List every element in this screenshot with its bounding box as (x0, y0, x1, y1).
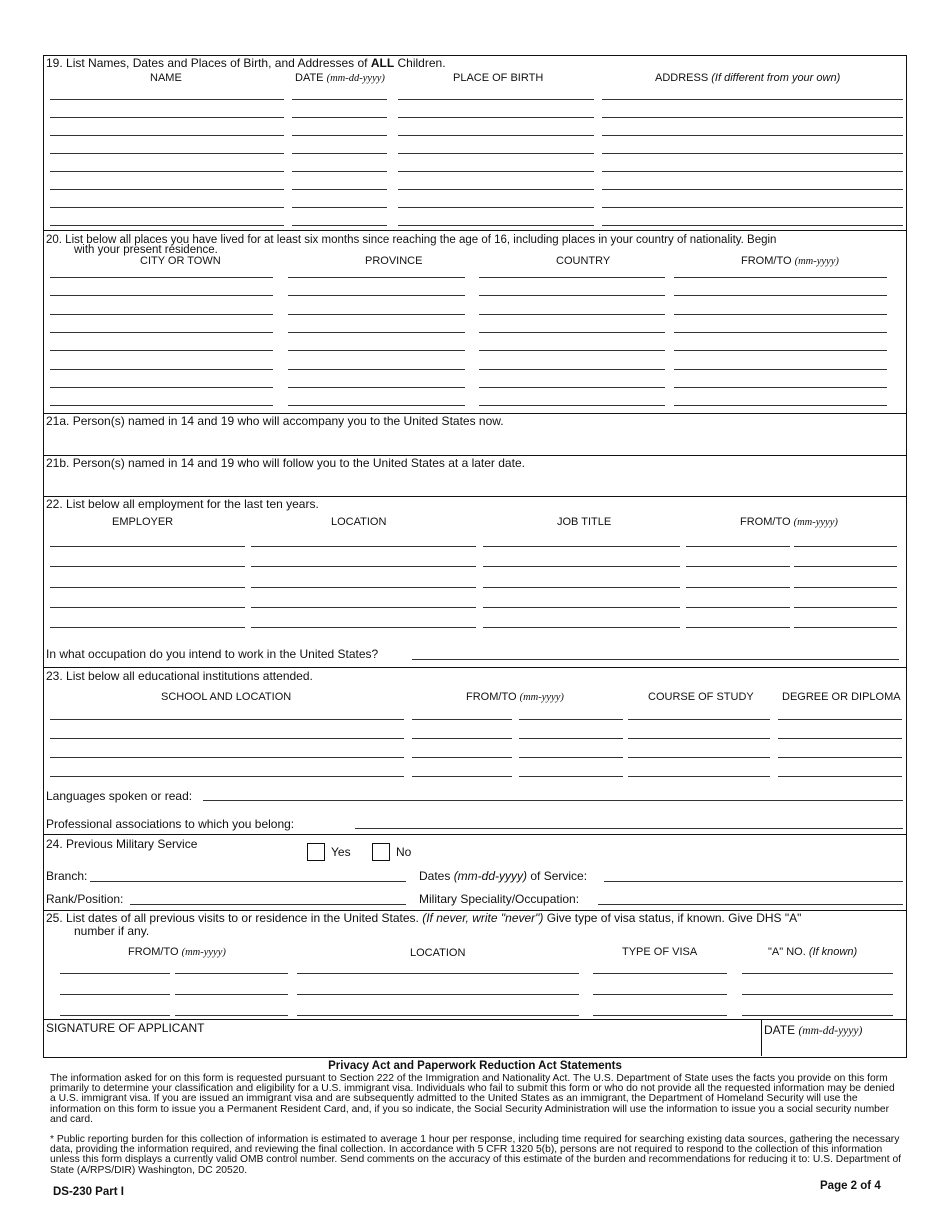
signature-label: SIGNATURE OF APPLICANT (46, 1021, 205, 1035)
q24-title: 24. Previous Military Service (46, 837, 198, 851)
q22-col-fromto: FROM/TO (mm-yyyy) (740, 516, 838, 528)
q19-entry-line[interactable] (602, 117, 903, 118)
q23-col-school: SCHOOL AND LOCATION (161, 691, 292, 703)
q23-entry-line[interactable] (628, 776, 770, 777)
q19-entry-line[interactable] (50, 225, 284, 226)
q25-entry-line[interactable] (297, 994, 579, 995)
q20-entry-line[interactable] (288, 314, 465, 315)
q20-title-line2: with your present residence. (74, 244, 218, 256)
q25-col-ano: "A" NO. (If known) (768, 946, 858, 958)
signature-date-divider (761, 1020, 762, 1056)
languages-input-line[interactable] (203, 800, 903, 801)
q20-entry-line[interactable] (288, 295, 465, 296)
privacy-paragraph (50, 1074, 902, 1125)
q19-entry-line[interactable] (50, 189, 284, 190)
q22-entry-line[interactable] (50, 546, 245, 547)
q20-entry-line[interactable] (674, 369, 887, 370)
q25-entry-line[interactable] (175, 973, 288, 974)
q19-entry-line[interactable] (50, 207, 284, 208)
q19-title: 19. List Names, Dates and Places of Birth, and Addresses of ALL Children. (46, 56, 446, 70)
divider (43, 1019, 907, 1020)
q23-entry-line[interactable] (778, 738, 902, 739)
q22-entry-line[interactable] (794, 546, 897, 547)
privacy-title: Privacy Act and Paperwork Reduction Act Statements (328, 1060, 622, 1072)
q23-entry-line[interactable] (778, 776, 902, 777)
q23-entry-line[interactable] (519, 757, 623, 758)
burden-paragraph (50, 1135, 902, 1176)
q20-entry-line[interactable] (479, 332, 665, 333)
privacy-para-1: The information asked for on this form is requested pursuant to Section 222 of the Immigration and Nationality Act. The U.S. Department of State uses the facts you provide on this form primarily to determine your classification and eligibility for a U.S. immigrant visa. Individuals who fail to submit this form or who do not provide all the requested information may be denied a U.S. immigrant visa. If you are issued an immigrant visa and are subsequently admitted to the United States as an immigrant, the Department of Homeland Security will use the information on this form to issue you a Permanent Resident Card, and, if you so indicate, the Social Security Administration will use the information to issue you a social security number and card. (50, 1073, 895, 1125)
q25-title-line2: number if any. (74, 924, 150, 938)
q25-entry-line[interactable] (742, 1015, 893, 1016)
occupation-label: In what occupation do you intend to work in the United States? (46, 647, 379, 661)
q20-entry-line[interactable] (674, 332, 887, 333)
q20-col-fromto: FROM/TO (mm-yyyy) (741, 255, 839, 267)
q22-entry-line[interactable] (686, 627, 790, 628)
branch-label: Branch: (46, 869, 88, 883)
q20-entry-line[interactable] (50, 387, 273, 388)
occupation-input-line[interactable] (412, 659, 899, 660)
q19-entry-line[interactable] (398, 207, 594, 208)
q22-entry-line[interactable] (686, 546, 790, 547)
languages-label: Languages spoken or read: (46, 789, 193, 803)
specialty-label: Military Speciality/Occupation: (419, 892, 580, 906)
signature-date-field[interactable] (764, 1038, 902, 1054)
q22-entry-line[interactable] (251, 587, 476, 588)
q23-entry-line[interactable] (628, 738, 770, 739)
dates-of-service-label: Dates (mm-dd-yyyy) of Service: (419, 869, 588, 883)
q19-entry-line[interactable] (50, 153, 284, 154)
q25-entry-line[interactable] (593, 973, 727, 974)
q22-entry-line[interactable] (251, 607, 476, 608)
q23-col-course: COURSE OF STUDY (648, 691, 754, 703)
q20-entry-line[interactable] (479, 350, 665, 351)
q22-entry-line[interactable] (50, 587, 245, 588)
q22-entry-line[interactable] (794, 566, 897, 567)
q25-entry-line[interactable] (60, 973, 170, 974)
divider (43, 667, 907, 668)
q20-entry-line[interactable] (674, 314, 887, 315)
q22-entry-line[interactable] (483, 566, 680, 567)
q23-entry-line[interactable] (628, 719, 770, 720)
q20-entry-line[interactable] (674, 295, 887, 296)
q23-entry-line[interactable] (519, 719, 623, 720)
rank-label: Rank/Position: (46, 892, 124, 906)
divider (43, 834, 907, 835)
associations-label: Professional associations to which you belong: (46, 817, 295, 831)
q19-col-date: DATE (mm-dd-yyyy) (295, 72, 385, 84)
q21a-title: 21a. Person(s) named in 14 and 19 who will accompany you to the United States now. (46, 414, 504, 428)
q25-entry-line[interactable] (60, 994, 170, 995)
q20-col-city: CITY OR TOWN (140, 255, 221, 267)
q22-entry-line[interactable] (686, 607, 790, 608)
q23-entry-line[interactable] (412, 738, 512, 739)
q25-title-line1: 25. List dates of all previous visits to or residence in the United States. (If never, write "never") Give type of visa status, if known. Give DHS "A" (46, 911, 802, 925)
q19-entry-line[interactable] (50, 135, 284, 136)
q23-entry-line[interactable] (412, 719, 512, 720)
q19-entry-line[interactable] (50, 117, 284, 118)
q23-entry-line[interactable] (50, 776, 404, 777)
signature-field[interactable] (46, 1034, 758, 1054)
q22-entry-line[interactable] (251, 566, 476, 567)
q25-entry-line[interactable] (175, 1015, 288, 1016)
q19-entry-line[interactable] (292, 171, 387, 172)
form-frame (43, 55, 907, 1058)
q23-entry-line[interactable] (50, 738, 404, 739)
q21b-title: 21b. Person(s) named in 14 and 19 who will follow you to the United States at a later date. (46, 456, 525, 470)
q20-entry-line[interactable] (288, 350, 465, 351)
q22-col-location: LOCATION (331, 516, 387, 528)
q23-entry-line[interactable] (519, 776, 623, 777)
q23-col-fromto: FROM/TO (mm-yyyy) (466, 691, 564, 703)
q20-entry-line[interactable] (479, 295, 665, 296)
q23-entry-line[interactable] (519, 738, 623, 739)
q20-entry-line[interactable] (288, 332, 465, 333)
q19-col-name: NAME (150, 72, 182, 84)
q19-entry-line[interactable] (292, 207, 387, 208)
q20-entry-line[interactable] (674, 405, 887, 406)
q22-entry-line[interactable] (251, 546, 476, 547)
q22-entry-line[interactable] (251, 627, 476, 628)
q20-entry-line[interactable] (288, 405, 465, 406)
q19-entry-line[interactable] (398, 99, 594, 100)
q20-entry-line[interactable] (50, 369, 273, 370)
q20-entry-line[interactable] (288, 277, 465, 278)
no-checkbox[interactable] (372, 843, 390, 861)
q22-entry-line[interactable] (794, 627, 897, 628)
q25-entry-line[interactable] (742, 973, 893, 974)
branch-input-line[interactable] (90, 881, 406, 882)
form-id: DS-230 Part I (53, 1186, 124, 1198)
q25-entry-line[interactable] (297, 1015, 579, 1016)
q22-entry-line[interactable] (483, 587, 680, 588)
q19-entry-line[interactable] (398, 135, 594, 136)
q22-entry-line[interactable] (483, 627, 680, 628)
q25-col-fromto: FROM/TO (mm-yyyy) (128, 946, 226, 958)
no-label: No (396, 845, 412, 859)
q19-entry-line[interactable] (398, 225, 594, 226)
q23-entry-line[interactable] (50, 719, 404, 720)
q25-entry-line[interactable] (593, 1015, 727, 1016)
q23-entry-line[interactable] (412, 776, 512, 777)
rank-input-line[interactable] (130, 904, 406, 905)
signature-date-label: DATE (mm-dd-yyyy) (764, 1023, 863, 1037)
q20-entry-line[interactable] (674, 277, 887, 278)
q23-entry-line[interactable] (412, 757, 512, 758)
q19-entry-line[interactable] (292, 225, 387, 226)
q22-entry-line[interactable] (50, 607, 245, 608)
q20-entry-line[interactable] (479, 369, 665, 370)
q22-entry-line[interactable] (794, 607, 897, 608)
q23-col-degree: DEGREE OR DIPLOMA (782, 691, 901, 703)
q19-entry-line[interactable] (398, 171, 594, 172)
q19-entry-line[interactable] (398, 189, 594, 190)
q22-entry-line[interactable] (686, 566, 790, 567)
q22-col-jobtitle: JOB TITLE (557, 516, 612, 528)
q19-entry-line[interactable] (398, 117, 594, 118)
q19-entry-line[interactable] (50, 171, 284, 172)
divider (43, 230, 907, 231)
q22-entry-line[interactable] (483, 607, 680, 608)
q19-entry-line[interactable] (602, 135, 903, 136)
q20-entry-line[interactable] (50, 405, 273, 406)
q20-entry-line[interactable] (50, 314, 273, 315)
q19-entry-line[interactable] (292, 99, 387, 100)
q20-title-line1: 20. List below all places you have lived for at least six months since reaching the age of 16, including places in your country of nationality. Begin (46, 234, 777, 246)
q19-entry-line[interactable] (292, 135, 387, 136)
q23-title: 23. List below all educational institutions attended. (46, 669, 313, 683)
q19-entry-line[interactable] (292, 153, 387, 154)
q23-entry-line[interactable] (628, 757, 770, 758)
q20-entry-line[interactable] (479, 387, 665, 388)
page-number: Page 2 of 4 (820, 1180, 881, 1192)
q19-entry-line[interactable] (602, 99, 903, 100)
dates-of-service-input-line[interactable] (604, 881, 903, 882)
q25-entry-line[interactable] (593, 994, 727, 995)
q20-entry-line[interactable] (50, 332, 273, 333)
q22-entry-line[interactable] (686, 587, 790, 588)
q20-entry-line[interactable] (50, 350, 273, 351)
q19-entry-line[interactable] (398, 153, 594, 154)
q25-entry-line[interactable] (175, 994, 288, 995)
q25-col-visa: TYPE OF VISA (622, 946, 698, 958)
q25-entry-line[interactable] (60, 1015, 170, 1016)
q22-entry-line[interactable] (794, 587, 897, 588)
privacy-para-2: * Public reporting burden for this collection of information is estimated to average 1 hour per response, including time required for searching existing data sources, gathering the necessary data, providing the information required, and reviewing the final collection. In accordance with 5 CFR 1320 5(b), persons are not required to respond to the collection of this information unless this form displays a currently valid OMB control number. Send comments on the accuracy of this estimate of the burden and recommendations for reducing it to: U.S. Department of State (A/RPS/DIR) Washington, DC 20520. (50, 1134, 902, 1176)
q19-col-place: PLACE OF BIRTH (453, 72, 544, 84)
q19-entry-line[interactable] (602, 153, 903, 154)
q25-entry-line[interactable] (742, 994, 893, 995)
q25-col-location: LOCATION (410, 947, 466, 959)
q20-entry-line[interactable] (479, 277, 665, 278)
q20-entry-line[interactable] (50, 277, 273, 278)
q22-entry-line[interactable] (483, 546, 680, 547)
q19-entry-line[interactable] (602, 207, 903, 208)
q20-entry-line[interactable] (479, 405, 665, 406)
yes-checkbox[interactable] (307, 843, 325, 861)
q22-title: 22. List below all employment for the last ten years. (46, 497, 319, 511)
q19-entry-line[interactable] (602, 225, 903, 226)
q19-entry-line[interactable] (50, 99, 284, 100)
q20-entry-line[interactable] (674, 387, 887, 388)
q22-entry-line[interactable] (50, 566, 245, 567)
q19-entry-line[interactable] (292, 189, 387, 190)
q22-entry-line[interactable] (50, 627, 245, 628)
q19-entry-line[interactable] (602, 171, 903, 172)
q20-entry-line[interactable] (479, 314, 665, 315)
q25-entry-line[interactable] (297, 973, 579, 974)
q23-entry-line[interactable] (50, 757, 404, 758)
q23-entry-line[interactable] (778, 757, 902, 758)
specialty-input-line[interactable] (598, 904, 903, 905)
associations-input-line[interactable] (355, 828, 903, 829)
q20-col-country: COUNTRY (556, 255, 611, 267)
q20-entry-line[interactable] (674, 350, 887, 351)
q19-col-address: ADDRESS (If different from your own) (655, 72, 841, 84)
q19-entry-line[interactable] (602, 189, 903, 190)
yes-label: Yes (331, 845, 351, 859)
q20-entry-line[interactable] (288, 387, 465, 388)
q20-entry-line[interactable] (50, 295, 273, 296)
q20-col-province: PROVINCE (365, 255, 423, 267)
q23-entry-line[interactable] (778, 719, 902, 720)
q20-entry-line[interactable] (288, 369, 465, 370)
q22-col-employer: EMPLOYER (112, 516, 174, 528)
q19-entry-line[interactable] (292, 117, 387, 118)
